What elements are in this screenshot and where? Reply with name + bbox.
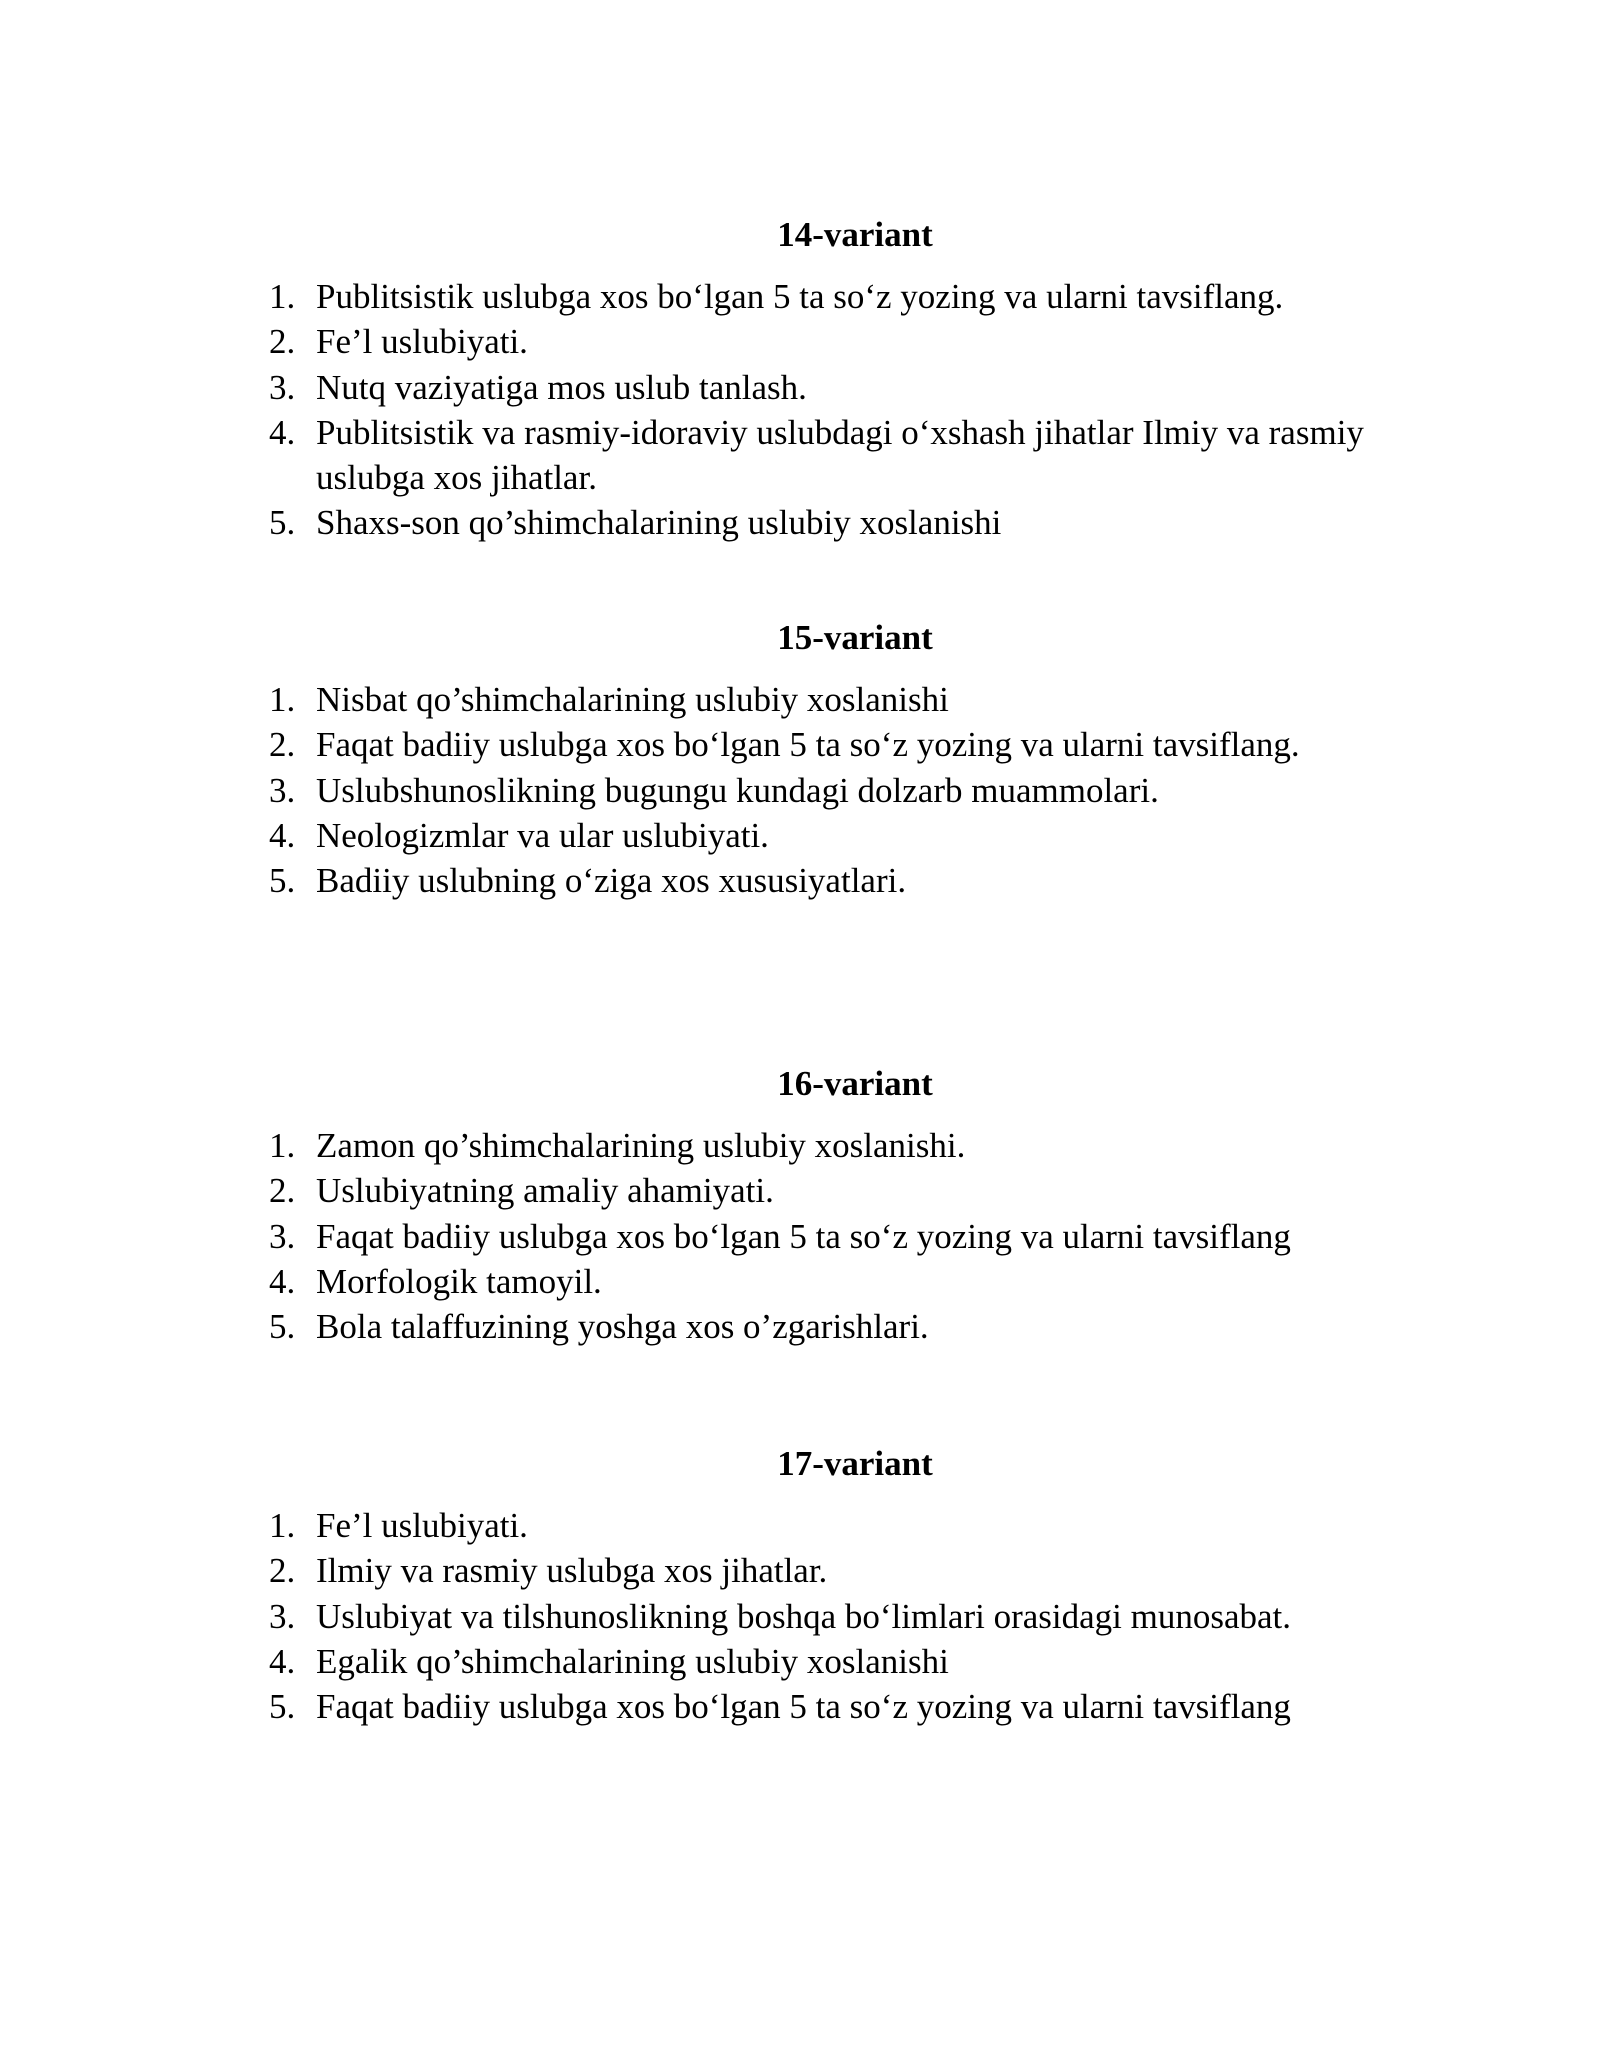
- item-number: 1.: [269, 1506, 296, 1545]
- question-list: [0, 274, 1456, 546]
- list-item: [0, 1548, 1456, 1593]
- item-number: 4.: [269, 815, 296, 855]
- item-number: 1.: [269, 680, 296, 719]
- item-text: Morfologik tamoyil.: [316, 1261, 602, 1301]
- list-item: [0, 319, 1456, 364]
- list-item: [0, 274, 1456, 319]
- list-item: [0, 1259, 1456, 1304]
- list-item: [0, 722, 1456, 767]
- item-number: 2.: [269, 1171, 296, 1211]
- list-item: [0, 500, 1456, 545]
- item-number: 5.: [269, 1687, 296, 1727]
- item-number: 2.: [269, 1551, 296, 1591]
- item-text: Badiiy uslubning o‘ziga xos xususiyatlari.: [316, 861, 907, 901]
- item-text: Publitsistik uslubga xos bo‘lgan 5 ta so‘z yozing va ularni tavsiflang.: [316, 277, 1284, 316]
- item-text: Uslubiyatning amaliy ahamiyati.: [316, 1171, 774, 1211]
- item-text: Zamon qo’shimchalarining uslubiy xoslanishi.: [316, 1126, 966, 1165]
- item-text: Shaxs-son qo’shimchalarining uslubiy xoslanishi: [316, 503, 1002, 543]
- item-number: 3.: [269, 1216, 296, 1256]
- question-list: [0, 1503, 1456, 1729]
- list-item: [0, 1168, 1456, 1213]
- item-text: Faqat badiiy uslubga xos bo‘lgan 5 ta so‘z yozing va ularni tavsiflang.: [316, 725, 1300, 765]
- item-text: Faqat badiiy uslubga xos bo‘lgan 5 ta so‘z yozing va ularni tavsiflang: [316, 1687, 1291, 1727]
- list-item: [0, 1684, 1456, 1729]
- item-number: 4.: [269, 1641, 296, 1681]
- section-title: 17-variant: [777, 1444, 933, 1483]
- item-text: Nisbat qo’shimchalarining uslubiy xoslanishi: [316, 680, 949, 719]
- item-number: 5.: [269, 1307, 296, 1347]
- item-text: Publitsistik va rasmiy-idoraviy uslubdagi o‘xshash jihatlar Ilmiy va rasmiy uslubga xos jihatlar.: [316, 412, 1364, 498]
- item-number: 5.: [269, 861, 296, 901]
- item-text: Uslubshunoslikning bugungu kundagi dolzarb muammolari.: [316, 770, 1159, 810]
- question-list: [0, 1123, 1456, 1349]
- question-list: [0, 677, 1456, 903]
- item-text: Nutq vaziyatiga mos uslub tanlash.: [316, 367, 807, 407]
- list-item: [0, 1304, 1456, 1349]
- section-title: 15-variant: [777, 618, 933, 657]
- item-number: 3.: [269, 367, 296, 407]
- item-number: 1.: [269, 277, 296, 316]
- list-item: [0, 1503, 1456, 1548]
- item-number: 5.: [269, 503, 296, 543]
- item-number: 3.: [269, 770, 296, 810]
- list-item: [0, 1594, 1456, 1639]
- section-title: 16-variant: [777, 1064, 933, 1103]
- item-text: Ilmiy va rasmiy uslubga xos jihatlar.: [316, 1551, 828, 1591]
- item-number: 1.: [269, 1126, 296, 1165]
- item-number: 3.: [269, 1596, 296, 1636]
- list-item: [0, 1123, 1456, 1168]
- item-text: Bola talaffuzining yoshga xos o’zgarishlari.: [316, 1307, 929, 1347]
- item-text: Uslubiyat va tilshunoslikning boshqa bo‘limlari orasidagi munosabat.: [316, 1596, 1292, 1636]
- item-text: Egalik qo’shimchalarining uslubiy xoslanishi: [316, 1641, 949, 1681]
- item-number: 2.: [269, 725, 296, 765]
- list-item: [0, 858, 1456, 903]
- item-number: 2.: [269, 322, 296, 362]
- list-item: [0, 410, 1456, 501]
- item-number: 4.: [269, 1261, 296, 1301]
- list-item: [0, 1639, 1456, 1684]
- item-text: Faqat badiiy uslubga xos bo‘lgan 5 ta so‘z yozing va ularni tavsiflang: [316, 1216, 1291, 1256]
- item-text: Fe’l uslubiyati.: [316, 1506, 528, 1545]
- list-item: [0, 365, 1456, 410]
- list-item: [0, 813, 1456, 858]
- section-title: 14-variant: [777, 215, 933, 254]
- list-item: [0, 768, 1456, 813]
- item-text: Fe’l uslubiyati.: [316, 322, 528, 362]
- list-item: [0, 1214, 1456, 1259]
- item-number: 4.: [269, 412, 296, 452]
- item-text: Neologizmlar va ular uslubiyati.: [316, 815, 769, 855]
- list-item: [0, 677, 1456, 722]
